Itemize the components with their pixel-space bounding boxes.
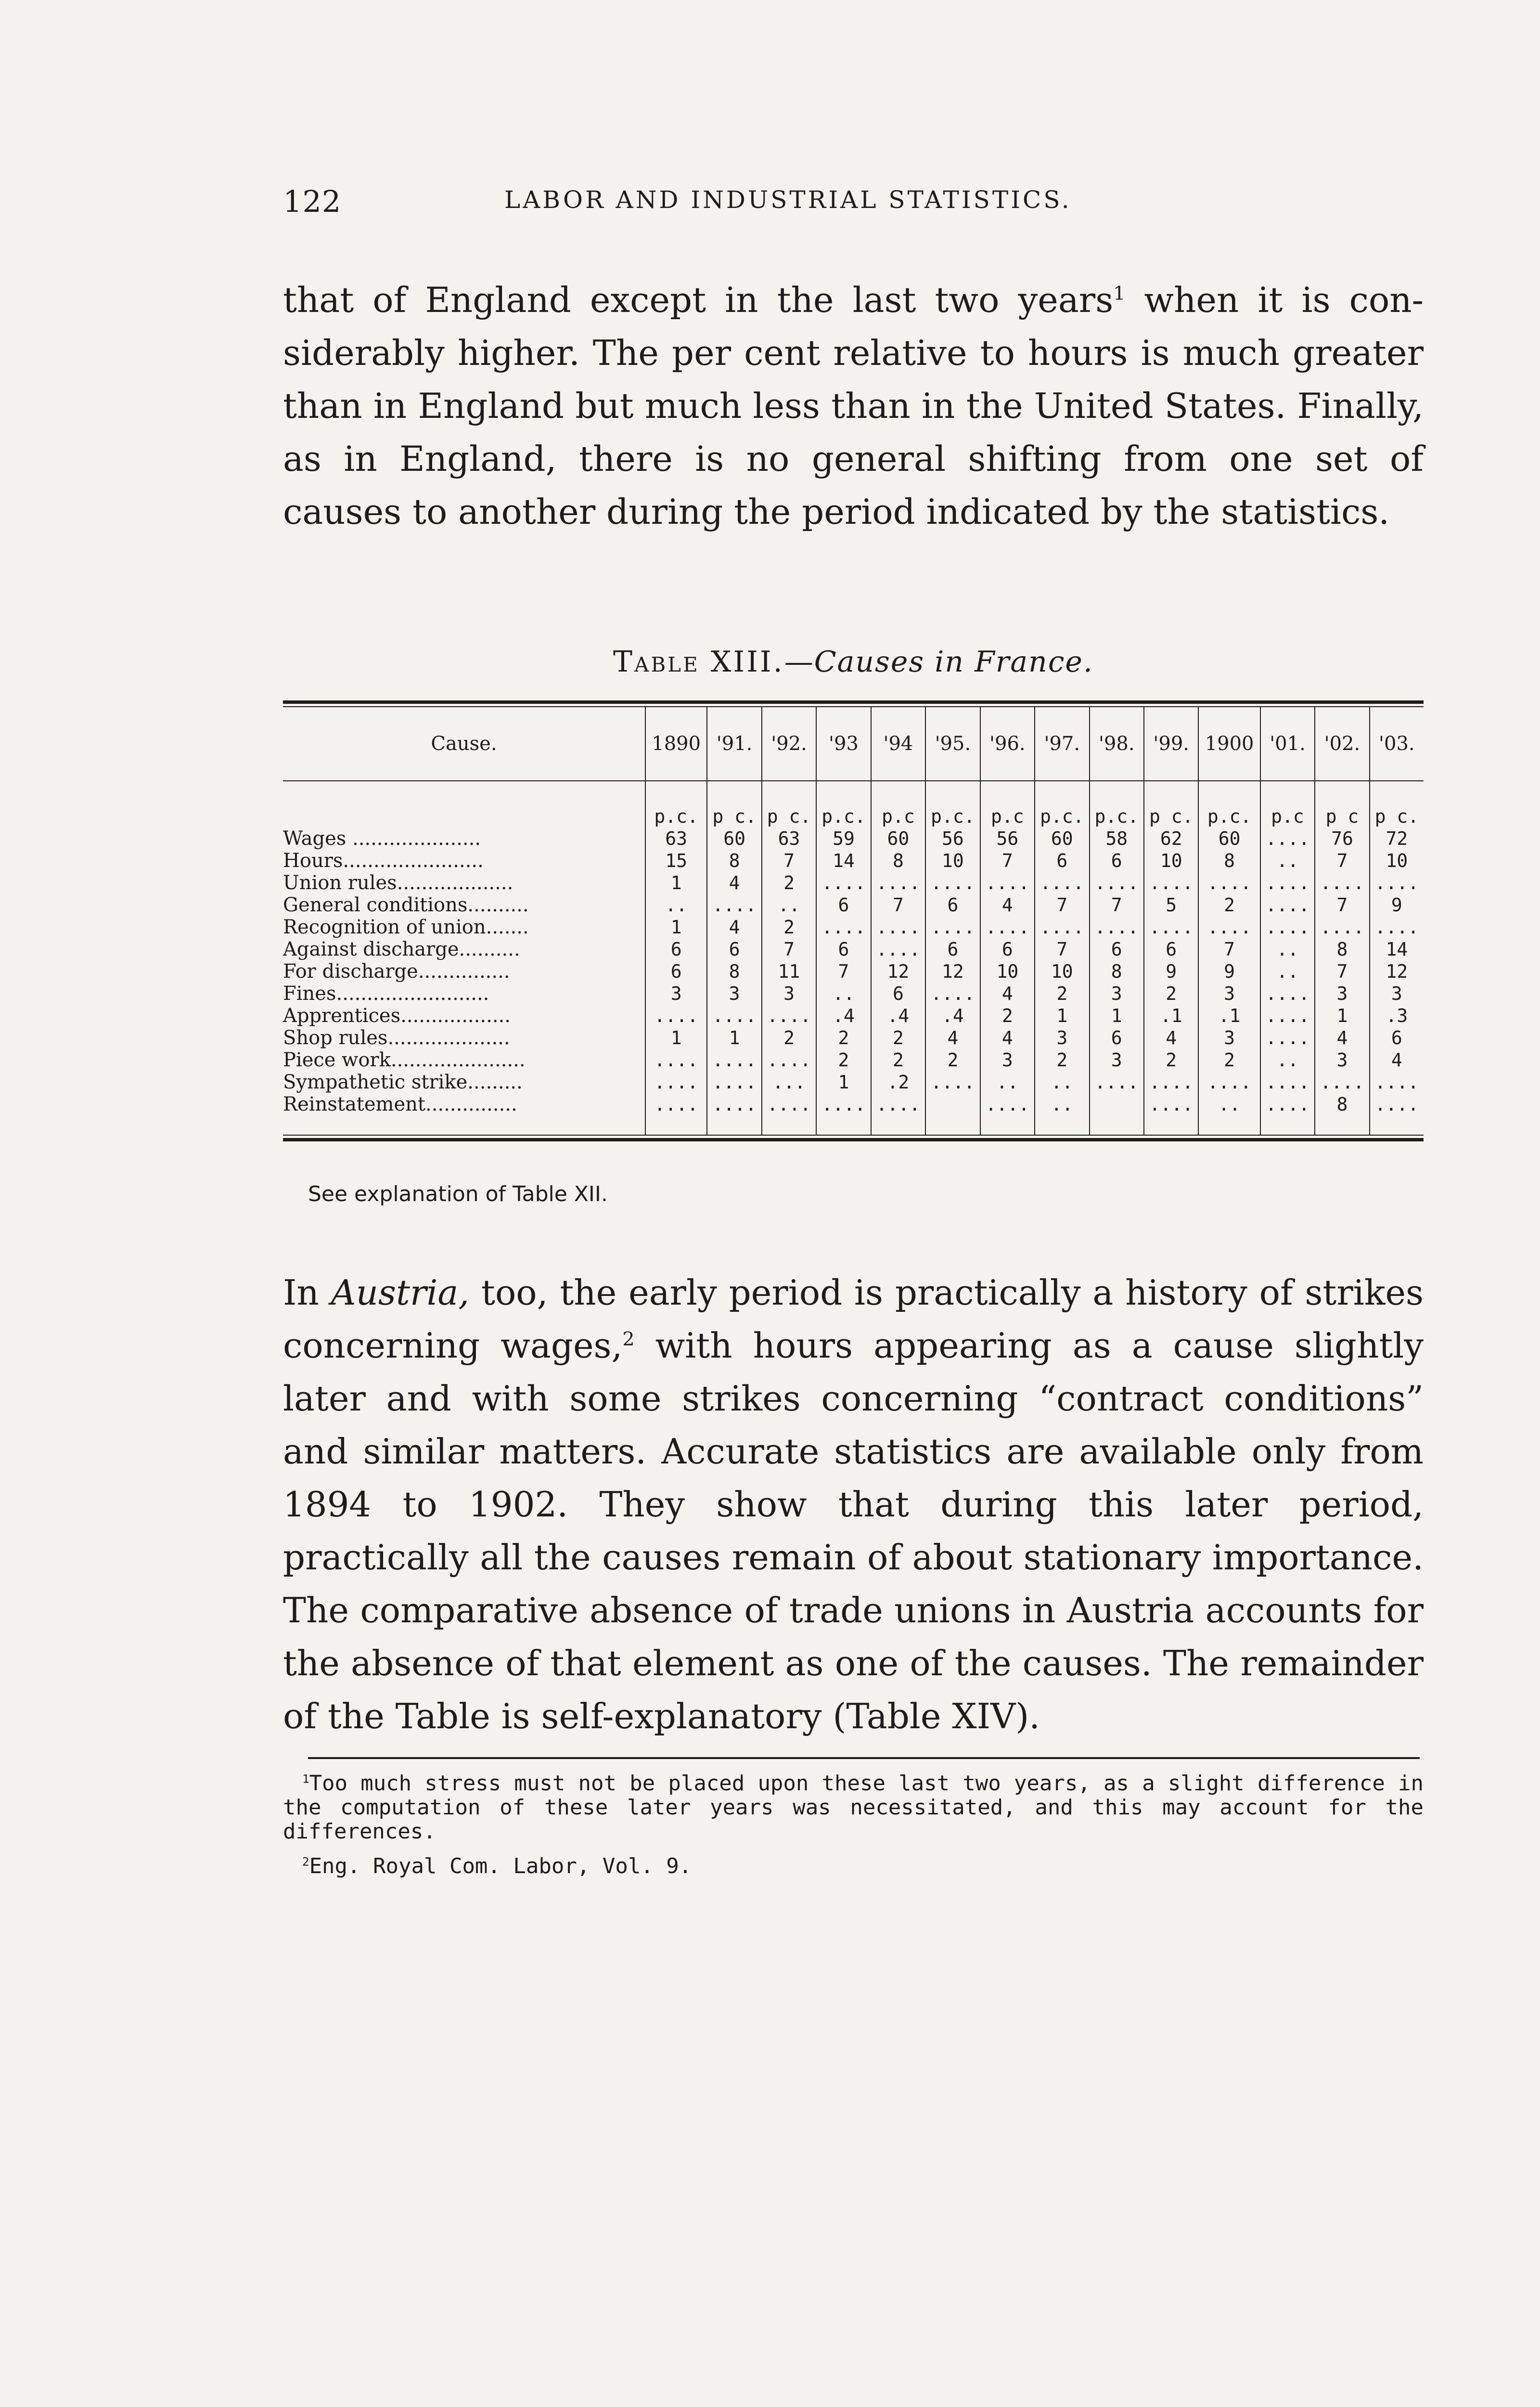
header-year: '92.	[762, 707, 816, 781]
table-cell: 6	[871, 983, 925, 1005]
table-row	[283, 1049, 1424, 1071]
table-cell: ....	[707, 1049, 761, 1071]
table-cell: 3	[645, 983, 707, 1005]
table-cell: 8	[707, 960, 761, 983]
header-year: '99.	[1144, 707, 1198, 781]
table-cell: 3	[1035, 1027, 1089, 1049]
table-cell: ....	[980, 872, 1035, 894]
table-cell: ....	[1315, 872, 1369, 894]
table-cell: 3	[1198, 1027, 1260, 1049]
paragraph-1	[283, 273, 1424, 538]
table-cell: 5	[1144, 894, 1198, 916]
table-cell: ....	[1315, 1071, 1369, 1093]
table-cell: 2	[816, 1027, 871, 1049]
table-cell: 2	[925, 1049, 980, 1071]
table-cell: 6	[925, 894, 980, 916]
unit-cell: p.c.	[1198, 781, 1260, 828]
cause-label: Apprentices..................	[283, 1005, 511, 1027]
table-row	[283, 850, 1424, 872]
table-cell: ....	[1370, 1071, 1424, 1093]
table-cell: 6	[980, 938, 1035, 960]
table-cell: 3	[1315, 983, 1369, 1005]
table-cell: ..	[816, 983, 871, 1005]
unit-cell: p c.	[707, 781, 761, 828]
paragraph-2-line1: too, the early period is practically a history of strikes concerning wages,	[283, 1272, 1424, 1366]
table-cell: 4	[980, 1027, 1035, 1049]
table-cell: 12	[1370, 960, 1424, 983]
table-cell: 62	[1144, 828, 1198, 850]
table-cell: ....	[871, 1093, 925, 1135]
table-cell: 6	[1370, 1027, 1424, 1049]
table-cell: 14	[1370, 938, 1424, 960]
table-cell: ....	[925, 872, 980, 894]
table-cell: 7	[1315, 960, 1369, 983]
footnote-1	[283, 1772, 1424, 1844]
header-year: 1890	[645, 707, 707, 781]
table-row	[283, 828, 1424, 850]
table-cell: 2	[1035, 1049, 1089, 1071]
table-cell: ....	[1198, 1071, 1260, 1093]
header-year: '03.	[1370, 707, 1424, 781]
cause-label: Wages .....................	[283, 828, 481, 850]
table-cell: 3	[1090, 1049, 1144, 1071]
table-cell: .1	[1144, 1005, 1198, 1027]
table-cell: 7	[1315, 894, 1369, 916]
table-cell: ....	[1315, 916, 1369, 938]
paragraph-2	[283, 1266, 1424, 1743]
table-cell: .4	[925, 1005, 980, 1027]
cause-label: General conditions..........	[283, 894, 529, 916]
cause-label: Shop rules....................	[283, 1027, 510, 1049]
table-row	[283, 1093, 1424, 1135]
table-cell: 6	[816, 938, 871, 960]
unit-cell: p.c.	[925, 781, 980, 828]
cause-label: Sympathetic strike.........	[283, 1071, 523, 1093]
table-cell: ....	[925, 1071, 980, 1093]
table-cell: ....	[1370, 1093, 1424, 1135]
table-cell: ..	[1198, 1093, 1260, 1135]
footnote-ref-2: 2	[622, 1328, 635, 1350]
table-cell: 72	[1370, 828, 1424, 850]
table-cell: ....	[871, 938, 925, 960]
footnote-2	[283, 1854, 1424, 1878]
table-cell: ....	[707, 894, 761, 916]
table-cell: 2	[1144, 1049, 1198, 1071]
footnote-2-text: Eng. Royal Com. Labor, Vol. 9.	[309, 1854, 692, 1878]
table-row	[283, 872, 1424, 894]
table-cell: 8	[1315, 938, 1369, 960]
table-cell: 1	[1315, 1005, 1369, 1027]
table-body	[283, 781, 1424, 1135]
table-cell: ..	[1260, 1049, 1315, 1071]
table-cell: .4	[871, 1005, 925, 1027]
table-cell: 7	[1035, 938, 1089, 960]
table-cell: 6	[1090, 1027, 1144, 1049]
table-cell: ....	[1260, 1071, 1315, 1093]
table-cell: 2	[762, 916, 816, 938]
unit-cell: p c.	[1144, 781, 1198, 828]
table-cell: ..	[762, 894, 816, 916]
header-year: '95.	[925, 707, 980, 781]
table-cell: 8	[1315, 1093, 1369, 1135]
causes-table	[283, 707, 1424, 1135]
table-cell: ....	[645, 1093, 707, 1135]
paragraph-2-pre: In	[283, 1272, 331, 1313]
table-cell: ....	[1144, 1071, 1198, 1093]
table-cell: 2	[816, 1049, 871, 1071]
table-cell: ....	[1370, 872, 1424, 894]
table-cell: ....	[1090, 872, 1144, 894]
table-cell: 14	[816, 850, 871, 872]
unit-cell: p.c.	[1035, 781, 1089, 828]
table-cell: ....	[816, 872, 871, 894]
table-cell	[925, 1093, 980, 1135]
footnote-1-text: Too much stress must not be placed upon these last two years, as a slight difference in the computation of these later years was necessitated, and this may account for the differences.	[283, 1771, 1424, 1844]
table-cell: ....	[762, 1005, 816, 1027]
table-cell: 1	[707, 1027, 761, 1049]
table-cell: 7	[1198, 938, 1260, 960]
table-cell: ....	[980, 1093, 1035, 1135]
footnote-1-mark: 1	[302, 1772, 309, 1786]
causes-table-container	[283, 700, 1424, 1141]
table-cell: 4	[980, 983, 1035, 1005]
table-cell: ....	[645, 1071, 707, 1093]
table-cell: 3	[1090, 983, 1144, 1005]
unit-cell: p.c	[1260, 781, 1315, 828]
table-cell: 2	[1198, 894, 1260, 916]
table-cell: 2	[1035, 983, 1089, 1005]
table-cell: 10	[980, 960, 1035, 983]
table-cell: ....	[1090, 916, 1144, 938]
table-cell: ....	[925, 983, 980, 1005]
unit-row	[283, 781, 1424, 828]
table-row	[283, 1071, 1424, 1093]
table-cell: 15	[645, 850, 707, 872]
cause-label: Against discharge..........	[283, 938, 520, 960]
table-cell: .2	[871, 1071, 925, 1093]
paragraph-1-text-b: when it is con-	[1125, 280, 1424, 320]
table-cell: 3	[1370, 983, 1424, 1005]
table-cell: 7	[871, 894, 925, 916]
table-cell: 3	[980, 1049, 1035, 1071]
table-cell	[1090, 1093, 1144, 1135]
table-cell: ....	[816, 1093, 871, 1135]
table-cell: 2	[1198, 1049, 1260, 1071]
table-caption	[283, 645, 1424, 679]
unit-cell: p.c	[871, 781, 925, 828]
table-cell: ....	[762, 1093, 816, 1135]
table-label: Table XIII.	[613, 645, 784, 679]
table-cell: 2	[871, 1027, 925, 1049]
table-cell: 2	[762, 872, 816, 894]
table-cell: 7	[816, 960, 871, 983]
table-note: See explanation of Table XII.	[308, 1182, 608, 1206]
table-top-rule	[283, 700, 1424, 704]
table-cell: 1	[645, 872, 707, 894]
unit-cell: p.c.	[645, 781, 707, 828]
paragraph-1-text-c: siderably higher. The per cent relative to hours is much greater than in England but much less than in the United States. Finally, as in England, there is no general shifting from one set of causes to another during the period indicated by the statistics.	[283, 333, 1424, 532]
table-cell: 6	[645, 960, 707, 983]
unit-cell: p c.	[1370, 781, 1424, 828]
table-cell: 7	[762, 850, 816, 872]
table-cell: .3	[1370, 1005, 1424, 1027]
table-cell: ....	[1260, 828, 1315, 850]
table-row	[283, 916, 1424, 938]
table-cell: 3	[707, 983, 761, 1005]
table-cell: 1	[816, 1071, 871, 1093]
table-cell: 2	[762, 1027, 816, 1049]
table-row	[283, 1005, 1424, 1027]
table-cell: ....	[871, 872, 925, 894]
table-cell: 8	[1090, 960, 1144, 983]
table-cell: 8	[707, 850, 761, 872]
table-cell: 6	[1090, 938, 1144, 960]
table-cell: 56	[980, 828, 1035, 850]
table-cell: 2	[980, 1005, 1035, 1027]
table-bottom-rule-thin	[283, 1135, 1424, 1136]
paragraph-1-text-a: that of England except in the last two years	[283, 280, 1114, 320]
table-row	[283, 938, 1424, 960]
table-cell: 3	[1315, 1049, 1369, 1071]
table-cell: 58	[1090, 828, 1144, 850]
table-cell: 12	[925, 960, 980, 983]
table-cell: 2	[1144, 983, 1198, 1005]
table-cell: 2	[871, 1049, 925, 1071]
table-cell: ..	[1035, 1071, 1089, 1093]
table-cell: 63	[645, 828, 707, 850]
table-cell: ....	[1144, 1093, 1198, 1135]
table-cell: 63	[762, 828, 816, 850]
table-cell: 6	[1144, 938, 1198, 960]
table-cell: 9	[1370, 894, 1424, 916]
table-cell: ....	[707, 1005, 761, 1027]
table-cell: 4	[1315, 1027, 1369, 1049]
cause-label: Union rules...................	[283, 872, 513, 894]
header-year: '01.	[1260, 707, 1315, 781]
table-cell: ....	[1260, 916, 1315, 938]
cause-label: For discharge...............	[283, 960, 510, 983]
table-cell: ....	[1260, 1005, 1315, 1027]
table-cell: ....	[816, 916, 871, 938]
unit-row-label	[283, 781, 645, 828]
unit-cell: p c.	[762, 781, 816, 828]
table-cell: 3	[762, 983, 816, 1005]
table-cell: 7	[1035, 894, 1089, 916]
table-header-row	[283, 707, 1424, 781]
table-cell: ....	[1198, 872, 1260, 894]
table-row	[283, 894, 1424, 916]
table-cell: ....	[925, 916, 980, 938]
table-cell: 6	[645, 938, 707, 960]
cause-label: Piece work......................	[283, 1049, 526, 1071]
table-cell: ....	[762, 1049, 816, 1071]
table-cell: 11	[762, 960, 816, 983]
table-cell: 10	[1035, 960, 1089, 983]
cause-label: Fines.........................	[283, 983, 489, 1005]
table-cell: 56	[925, 828, 980, 850]
header-year: '91.	[707, 707, 761, 781]
running-head	[283, 184, 1428, 222]
header-year: '97.	[1035, 707, 1089, 781]
cause-label: Hours.......................	[283, 850, 484, 872]
table-cell: .4	[816, 1005, 871, 1027]
table-cell: 6	[1035, 850, 1089, 872]
table-cell: 4	[1370, 1049, 1424, 1071]
table-cell: ....	[980, 916, 1035, 938]
table-cell: ....	[645, 1049, 707, 1071]
table-cell: 76	[1315, 828, 1369, 850]
table-cell: 59	[816, 828, 871, 850]
footnotes	[283, 1772, 1424, 1878]
cause-label: Reinstatement...............	[283, 1093, 517, 1115]
table-cell: 10	[925, 850, 980, 872]
table-cell: 10	[1144, 850, 1198, 872]
table-cell: 7	[762, 938, 816, 960]
table-cell: 7	[1315, 850, 1369, 872]
austria-emphasis: Austria,	[331, 1272, 470, 1313]
table-cell: ....	[1260, 1027, 1315, 1049]
unit-cell: p c	[1315, 781, 1369, 828]
header-year: '96.	[980, 707, 1035, 781]
table-cell: ...	[762, 1071, 816, 1093]
table-cell: ....	[1144, 872, 1198, 894]
table-row	[283, 1027, 1424, 1049]
header-year: '93	[816, 707, 871, 781]
table-cell: 1	[1035, 1005, 1089, 1027]
table-cell: 8	[1198, 850, 1260, 872]
table-cell: 8	[871, 850, 925, 872]
table-cell: ....	[1144, 916, 1198, 938]
footnote-rule	[308, 1757, 1420, 1759]
page-number: 122	[283, 184, 342, 219]
table-cell: 1	[1090, 1005, 1144, 1027]
table-cell: 1	[645, 916, 707, 938]
header-year: '98.	[1090, 707, 1144, 781]
table-cell: ....	[1260, 983, 1315, 1005]
table-cell: 60	[1035, 828, 1089, 850]
table-cell: 4	[925, 1027, 980, 1049]
table-cell: ....	[1370, 916, 1424, 938]
table-row	[283, 960, 1424, 983]
unit-cell: p.c	[980, 781, 1035, 828]
table-cell: .1	[1198, 1005, 1260, 1027]
paragraph-2-rest: with hours appearing as a cause slightly later and with some strikes concerning “contract conditions” and similar matters. Accurate statistics are available only from 1894 to 1902. They show that during this later period, practically all the causes remain of about stationary importance. The comparative absence of trade unions in Austria accounts for the absence of that element as one of the causes. The remainder of the Table is self-explanatory (Table XIV).	[283, 1325, 1424, 1736]
table-cell: ....	[645, 1005, 707, 1027]
table-cell: ....	[1260, 894, 1315, 916]
table-cell: 7	[980, 850, 1035, 872]
unit-cell: p.c.	[1090, 781, 1144, 828]
table-cell: 4	[707, 916, 761, 938]
table-cell: ....	[1090, 1071, 1144, 1093]
table-cell: 60	[871, 828, 925, 850]
table-cell: ....	[1260, 872, 1315, 894]
footnote-2-mark: 2	[302, 1855, 309, 1869]
table-title: —Causes in France.	[784, 645, 1094, 679]
table-cell: 6	[816, 894, 871, 916]
table-cell: 60	[1198, 828, 1260, 850]
table-cell: ....	[707, 1071, 761, 1093]
table-cell: ....	[1035, 872, 1089, 894]
table-cell: ....	[1260, 1093, 1315, 1135]
table-cell: 3	[1198, 983, 1260, 1005]
table-cell: 60	[707, 828, 761, 850]
table-cell: ..	[1260, 850, 1315, 872]
table-cell: ....	[871, 916, 925, 938]
header-cause: Cause.	[283, 707, 645, 781]
table-row	[283, 983, 1424, 1005]
table-cell: 6	[925, 938, 980, 960]
header-year: '94	[871, 707, 925, 781]
table-cell: 4	[1144, 1027, 1198, 1049]
footnote-ref-1: 1	[1113, 283, 1126, 305]
table-cell: 12	[871, 960, 925, 983]
table-cell: ....	[707, 1093, 761, 1135]
table-cell: 4	[980, 894, 1035, 916]
table-bottom-rule	[283, 1138, 1424, 1141]
table-cell: ..	[980, 1071, 1035, 1093]
table-cell: 7	[1090, 894, 1144, 916]
running-head-title: LABOR AND INDUSTRIAL STATISTICS.	[504, 186, 1072, 214]
table-cell: 6	[707, 938, 761, 960]
table-cell: ....	[1035, 916, 1089, 938]
table-cell: 9	[1198, 960, 1260, 983]
unit-cell: p.c.	[816, 781, 871, 828]
header-year: '02.	[1315, 707, 1369, 781]
table-cell: 10	[1370, 850, 1424, 872]
table-cell: 4	[707, 872, 761, 894]
table-cell: 9	[1144, 960, 1198, 983]
table-cell: 1	[645, 1027, 707, 1049]
table-cell: ....	[1198, 916, 1260, 938]
cause-label: Recognition of union.......	[283, 916, 529, 938]
table-cell: ..	[645, 894, 707, 916]
table-cell: ..	[1260, 960, 1315, 983]
table-cell: 6	[1090, 850, 1144, 872]
header-year: 1900	[1198, 707, 1260, 781]
table-cell: ..	[1260, 938, 1315, 960]
table-cell: ..	[1035, 1093, 1089, 1135]
